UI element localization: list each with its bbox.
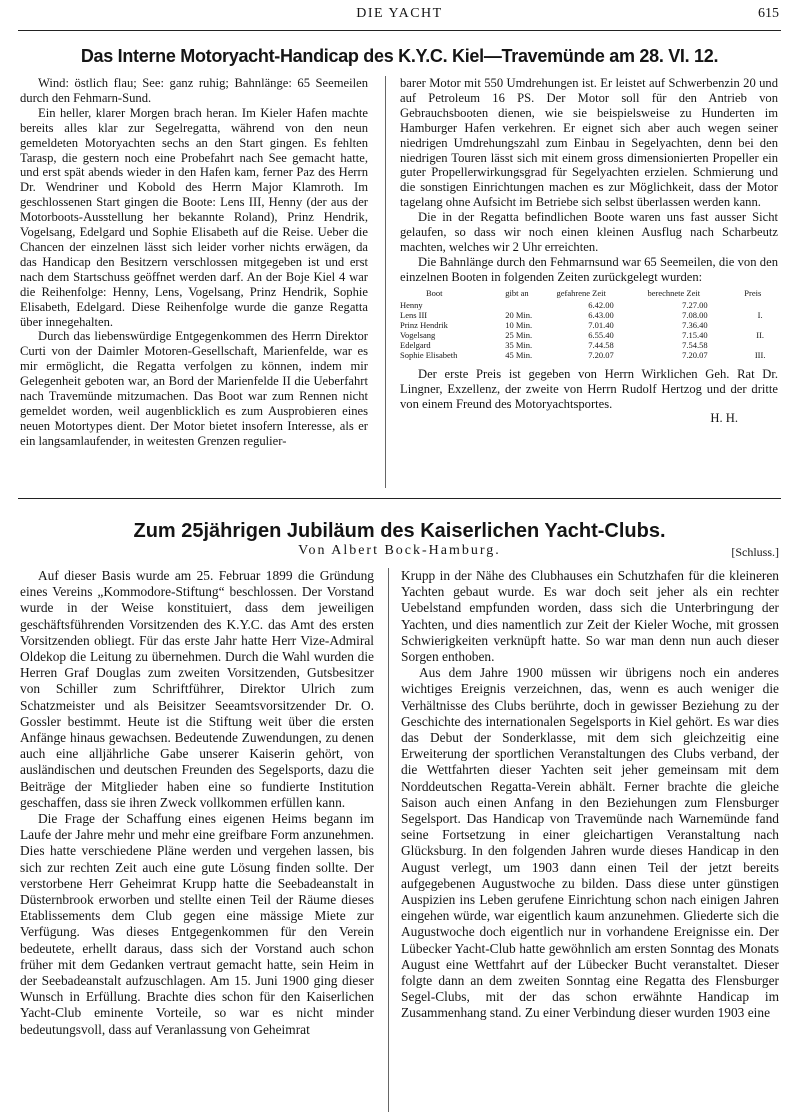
elapsed-time: 6.55.40 [588,329,614,340]
elapsed-time: 6.43.00 [588,309,614,320]
race-results-table [400,288,778,360]
column-header: berechnete Zeit [647,287,701,298]
boat-name: Lens III [400,309,428,320]
article2-paragraph: Auf dieser Basis wurde am 25. Februar 1899 die Gründung eines Vereins „Kommodore-Stiftung“ beschlossen. Der Vorstand wurde in der Weise konstituiert, dass dem jeweiligen geschäftsführenden Vorsitzenden des K.Y.C. das Amt des ersten Vorsitzenden obliegt. Für das erste Jahr hatte Herr Vize-Admiral Oldekop die Leitung zu übernehmen. Durch die Wahl wurden die Herren Graf Douglas zum zweiten Vorsitzenden, Gutsbesitzer von Schiller zum Schriftführer, Direktor Ulrich zum Schatzmeister und als Beisitzer Seeamtsvorsitzender Dr. O. Gossler bestimmt. Heute ist die Stiftung weit über die ersten Anfänge hinaus gewachsen. Bedeutende Zuwendungen, zu denen auch eine alljährliche Gabe unserer Kaiserin gehört, von ausländischen und deutschen Freunden des Segelsports, dazu die Beiträge der Mitglieder haben eine so fundierte Institution geschaffen, dass sie ihren Zweck vollkommen erfüllen kann. [20,568,374,810]
boat-name: Edelgard [400,339,431,350]
article1-right-column [400,76,778,426]
article2-title: Zum 25jährigen Jubiläum des Kaiserlichen Yacht-Clubs. [133,520,666,542]
table-row [400,300,778,310]
article2-right-column [401,568,779,1022]
handicap: 25 Min. [505,329,533,340]
byline: Von Albert Bock-Hamburg. [298,543,501,558]
elapsed-time: 7.01.40 [588,319,614,330]
table-header-row [400,288,778,300]
corrected-time: 7.20.07 [682,349,708,360]
corrected-time: 7.08.00 [682,309,708,320]
corrected-time: 7.15.40 [682,329,708,340]
article1-paragraph: Die Bahnlänge durch den Fehmarnsund war 65 Seemeilen, die von den einzelnen Booten in folgenden Zeiten zurückgelegt wurden: [400,254,778,284]
handicap: 20 Min. [505,309,533,320]
header-rule [18,30,781,31]
column-header: gefahrene Zeit [556,287,606,298]
article1-paragraph: Wind: östlich flau; See: ganz ruhig; Bahnlänge: 65 Seemeilen durch den Fehmarn-Sund. [20,76,368,105]
boat-name: Vogelsang [400,329,436,340]
corrected-time: 7.54.58 [682,339,708,350]
elapsed-time: 6.42.00 [588,299,614,310]
boat-name: Sophie Elisabeth [400,349,458,360]
handicap [505,300,556,310]
boat-name: Prinz Hendrik [400,319,448,330]
article1-paragraph: Durch das liebenswürdige Entgegenkommen des Herrn Direktor Curti von der Daimler Motoren-Gesellschaft, Marienfelde, war es mir ermöglicht, die Regatta verfolgen zu können, indem mir Gelegenheit geboten war, an Bord der Marienfelde II die Ueberfahrt nach Travemünde mitzumachen. Das Boot war zum Rennen nicht gemeldet worden, weil augenblicklich es zum Ausprobieren eines neuen Motortypes dient. Der Motor bietet insofern Interesse, als er ein langsamlaufender, in weitesten Grenzen regulier- [20,329,368,448]
table-row [400,320,778,330]
article1-paragraph: barer Motor mit 550 Umdrehungen ist. Er leistet auf Schwerbenzin 20 und auf Petroleum 16 PS. Der Motor soll für den Antrieb von Gebrauchsbooten dienen, wie sie beispielsweise zu Hunderten im Hamburger Hafen verkehren. Er eignet sich aber auch wegen seiner niedrigen Umdrehungszahl zum Einbau in Segelyachten, denn bei den niedrigen Touren lässt sich mit einem gross dimensionierten Propeller ein guter Propellerwirkungsgrad für Segelyachten erzielen. Schmierung und die sonstigen Einrichtungen machen es zur Möglichkeit, dass der Motor tagelang ohne Aufsicht im Betriebe sich selbst überlassen werden kann. [400,76,778,210]
table-row [400,350,778,360]
prize: I. [757,309,763,320]
author-signature: H. H. [710,411,738,426]
handicap: 45 Min. [505,349,533,360]
boat-name: Henny [400,299,423,310]
article2-left-column [20,568,374,1038]
article1-left-column [20,76,368,449]
continuation-note: [Schluss.] [731,545,779,559]
table-row [400,330,778,340]
elapsed-time: 7.20.07 [588,349,614,360]
prize: III. [754,349,766,360]
running-header [0,6,799,26]
article1-title: Das Interne Motoryacht-Handicap des K.Y.C. Kiel—Travemünde am 28. VI. 12. [80,46,719,66]
page-number: 615 [758,6,779,21]
journal-title: DIE YACHT [356,6,443,21]
column-divider [385,76,386,488]
article-separator-rule [18,498,781,499]
column-divider [388,568,389,1112]
prize: II. [756,329,765,340]
article1-paragraph: Die in der Regatta befindlichen Boote waren uns fast ausser Sicht gelaufen, so dass wir noch einen kleinen Ausflug nach Scharbeutz machten, welches wir 2 Uhr erreichten. [400,210,778,254]
article2-paragraph: Aus dem Jahre 1900 müssen wir übrigens noch ein anderes wichtiges Ereignis verzeichnen, das, wenn es auch weniger die Verhältnisse des Clubs berührte, doch in gewisser Beziehung zu der Geschichte des internationalen Segelsports in Kiel gehört. Es war dies das Debut der Sonderklasse, mit dem sich gleichzeitig eine Erweiterung der sportlichen Veranstaltungen des Clubs verband, der die Wettfahrten dieser Yachten seit jeher gemeinsam mit dem Norddeutschen Regatta-Verein abhält. Ferner brachte die gleiche Saison auch einen Anfang in den Beziehungen zum Flensburger Segelsport. Das Handicap von Travemünde nach Warnemünde fand seine Fortsetzung in einer gleichartigen Veranstaltung nach Glücksburg. In den folgenden Jahren wurde dieses Handicap in den August verlegt, um 1903 dann einen Teil der jetzt bereits aufgegebenen Augustwoche zu bilden. Dass diese unter günstigen Auspizien ins Leben gerufene Einrichtung schon nach einigen Jahren eingehen würde, war eigentlich kaum anzunehmen. Gliederte sich die Augustwoche doch eigentlich nur in vorhandene Ereignisse ein. Der Lübecker Yacht-Club hatte gewöhnlich am ersten Sonntag des Monats August eine Wettfahrt auf der Lübecker Bucht veranstaltet. Dieser folgte dann an dem zweiten Sonntag eine Regatta des Flensburger Segel-Clubs, mit der das schon erwähnte Handicap im Zusammenhang stand. Zu einer Verbindung dieser wurden 1903 eine [401,665,779,1021]
column-header: Preis [744,287,762,298]
column-header: Boot [426,287,443,298]
corrected-time: 7.36.40 [682,319,708,330]
handicap: 10 Min. [505,319,533,330]
article1-paragraph: Der erste Preis ist gegeben von Herrn Wirklichen Geh. Rat Dr. Lingner, Exzellenz, der zweite von Herrn Rudolf Hertzog und der dritte von einem Freund des Motoryachtsportes. [400,366,778,411]
article2-paragraph: Die Frage der Schaffung eines eigenen Heims begann im Laufe der Jahre mehr und mehr eine greifbare Form anzunehmen. Dies hatte verschiedene Pläne werden und vergehen lassen, bis sich zur rechten Zeit auch eine gute Lösung finden sollte. Der verstorbene Herr Geheimrat Krupp hatte die Seebadeanstalt in Düsternbrook erworben und stellte einen Teil der Räume dieses Etablissements dem Club gegen eine mässige Miete zur Verfügung. Was dieses Entgegenkommen für den Verein bedeutete, erhellt daraus, dass sich der Vorstand auch schon früher mit dem Gedanken vertraut gemacht hatte, sein Heim in der Seebadeanstalt aufzuschlagen. Am 15. Juni 1900 ging dieser Wunsch in Erfüllung. Brachte dies schon für den Kaiserlichen Yacht-Club eminente Vorteile, so war es nicht minder bedeutungsvoll, dass auf Veranlassung von Geheimrat [20,811,374,1037]
table-row [400,340,778,350]
corrected-time: 7.27.00 [682,299,708,310]
prize [744,320,778,330]
article2-paragraph: Krupp in der Nähe des Clubhauses ein Schutzhafen für die kleineren Yachten gebaut wurde. Es war doch seit jeher als ein rechter Uebelstand empfunden worden, dass sich die Unterbringung der Yachten, und dies namentlich zur Zeit der Kieler Woche, mit grossen Schwierigkeiten verknüpft hatte. So war man denn nun auch dieser Sorgen enthoben. [401,568,779,665]
table-row [400,310,778,320]
prize [744,300,778,310]
prize [744,340,778,350]
article1-paragraph: Ein heller, klarer Morgen brach heran. Im Kieler Hafen machte bereits alles klar zur Segelregatta, während von den neun gemeldeten Motoryachten sechs an den Start gingen. Es fehlten Tarasp, die gestern noch eine Probefahrt nach See gemacht hatte, und erst spät abends wieder in den Hafen kam, ferner Paz des Herrn Dr. Wendriner und Kobold des Herrn Major Klamroth. Im geschlossenen Start gingen die Boote: Lens III, Henny (der aus der Motorboots-Ausstellung her bekannte Roland), Prinz Hendrik, Vogelsang, Edelgard und Sophie Elisabeth auf die Reise. Ueber die Chancen der einzelnen lässt sich leider vorher nichts erwägen, da das Handicap den Besitzern verschlossen mitgegeben ist und erst nach dem Startschuss geöffnet werden darf. An der Boje Kiel 4 war die Reihenfolge: Henny, Lens, Vogelsang, Prinz Hendrik, Sophie Elisabeth, Edelgard. Diese Reihenfolge wurde die ganze Regatta über innegehalten. [20,105,368,329]
handicap: 35 Min. [505,339,533,350]
elapsed-time: 7.44.58 [588,339,614,350]
column-header: gibt an [505,287,529,298]
